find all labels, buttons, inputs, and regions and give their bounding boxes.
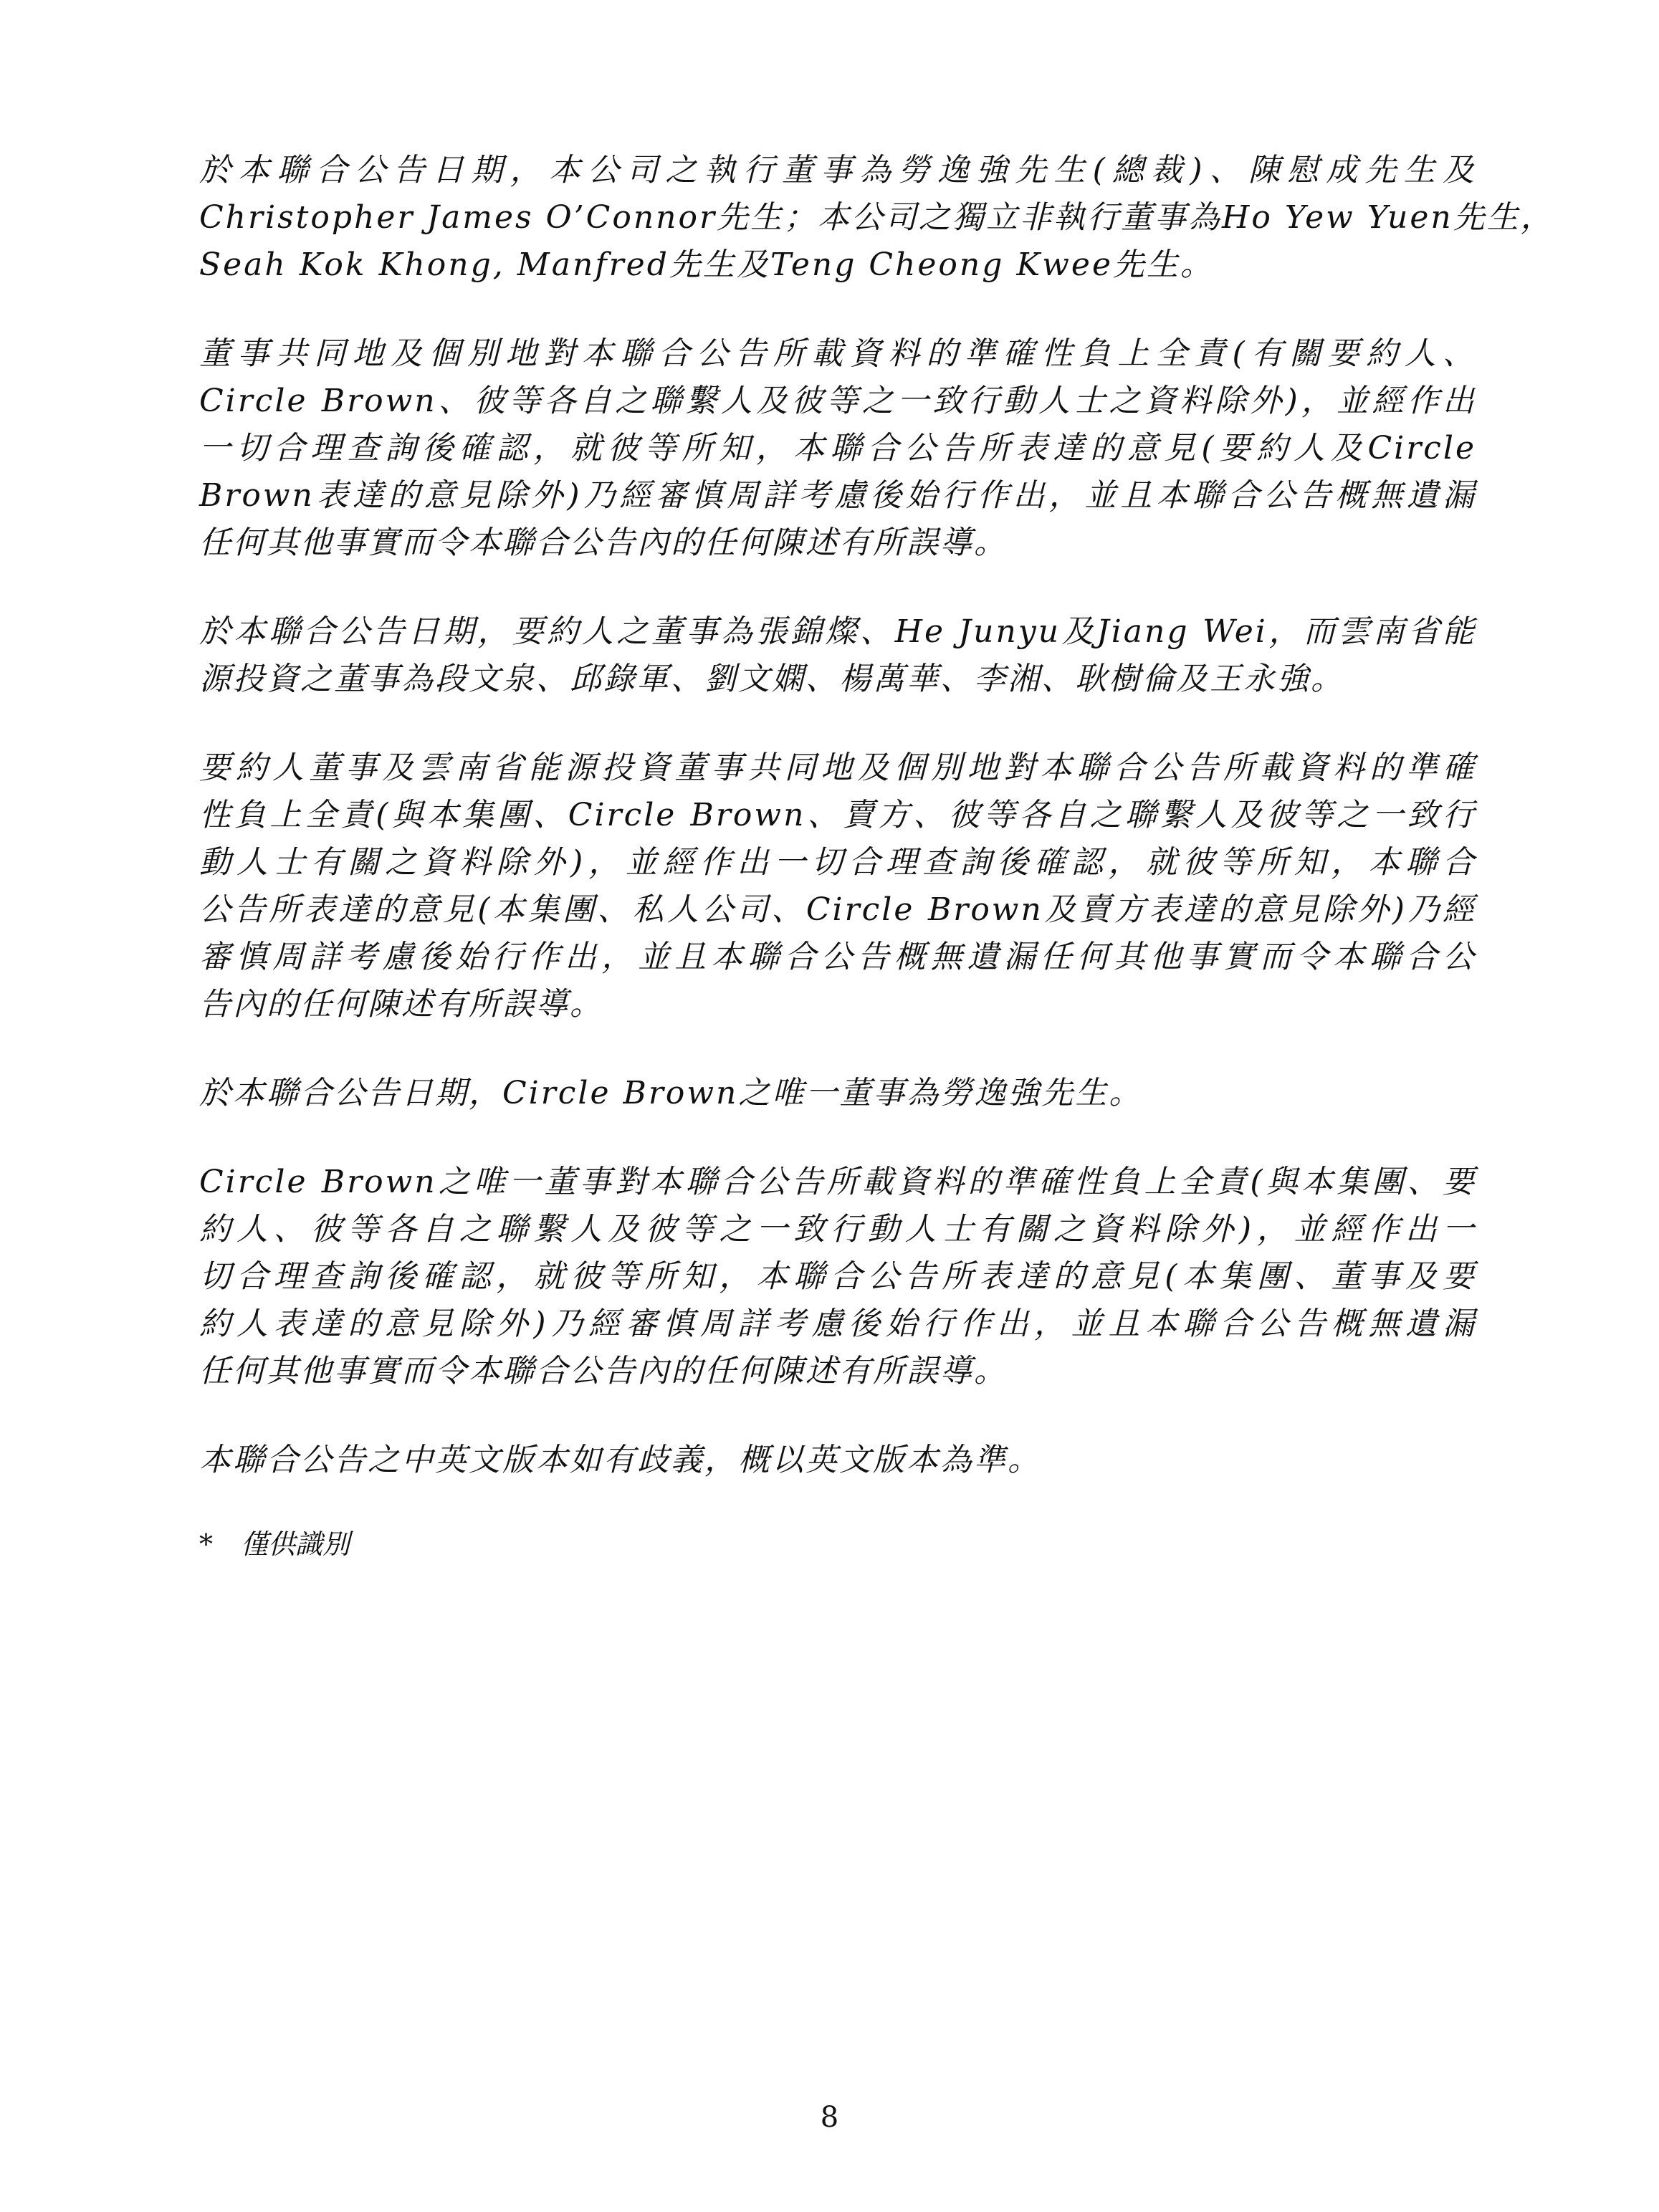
- text-line: 任何其他事實而令本聯合公告內的任何陳述有所誤導。: [199, 1353, 1008, 1389]
- text-line: 要約人董事及雲南省能源投資董事共同地及個別地對本聯合公告所載資料的準確: [199, 750, 1476, 786]
- text-line: 公告所表達的意見(本集團、私人公司、Circle Brown及賣方表達的意見除外)乃經: [199, 891, 1476, 928]
- text-line: 源投資之董事為段文泉、邱錄軍、劉文嫻、楊萬華、李湘、耿樹倫及王永強。: [199, 661, 1344, 697]
- paragraph-circle-brown-director: [199, 1070, 1476, 1117]
- text-line: 一切合理查詢後確認，就彼等所知，本聯合公告所表達的意見(要約人及Circle: [199, 430, 1476, 466]
- text-line: 動人士有關之資料除外)，並經作出一切合理查詢後確認，就彼等所知，本聯合: [199, 844, 1476, 881]
- text-line: Circle Brown、彼等各自之聯繫人及彼等之一致行動人士之資料除外)，並經作出: [199, 383, 1476, 419]
- text-line: 董事共同地及個別地對本聯合公告所載資料的準確性負上全責(有關要約人、: [199, 335, 1476, 372]
- footnote-marker: *: [199, 1528, 213, 1560]
- text-line: 於本聯合公告日期，要約人之董事為張錦燦、He Junyu及Jiang Wei，而雲南省能: [199, 613, 1476, 650]
- paragraph-circle-brown-responsibility: [199, 1159, 1476, 1395]
- paragraph-offeror-responsibility: [199, 744, 1476, 1028]
- page-number: 8: [820, 2101, 839, 2134]
- text-line: Seah Kok Khong, Manfred先生及Teng Cheong Kwee先生。: [199, 246, 1214, 283]
- footnote: [199, 1526, 1476, 1563]
- paragraph-language-version: [199, 1437, 1476, 1484]
- text-line: 本聯合公告之中英文版本如有歧義，概以英文版本為準。: [199, 1442, 1041, 1478]
- text-line: 約人表達的意見除外)乃經審慎周詳考慮後始行作出，並且本聯合公告概無遺漏: [199, 1306, 1476, 1342]
- text-line: 告內的任何陳述有所誤導。: [199, 986, 603, 1023]
- paragraph-company-directors: [199, 147, 1554, 289]
- footnote-text: 僅供識別: [241, 1528, 350, 1560]
- text-line: 於本聯合公告日期，Circle Brown之唯一董事為勞逸強先生。: [199, 1075, 1143, 1111]
- text-line: Brown表達的意見除外)乃經審慎周詳考慮後始行作出，並且本聯合公告概無遺漏: [199, 477, 1476, 514]
- text-line: 約人、彼等各自之聯繫人及彼等之一致行動人士有關之資料除外)，並經作出一: [199, 1211, 1476, 1248]
- paragraph-directors-responsibility: [199, 330, 1476, 567]
- text-line: 任何其他事實而令本聯合公告內的任何陳述有所誤導。: [199, 525, 1008, 561]
- text-line: 切合理查詢後確認，就彼等所知，本聯合公告所表達的意見(本集團、董事及要: [199, 1258, 1476, 1295]
- text-line: Circle Brown之唯一董事對本聯合公告所載資料的準確性負上全責(與本集團、要: [199, 1164, 1476, 1200]
- text-line: 性負上全責(與本集團、Circle Brown、賣方、彼等各自之聯繫人及彼等之一致行: [199, 797, 1476, 833]
- text-line: 於本聯合公告日期，本公司之執行董事為勞逸強先生(總裁)、陳慰成先生及: [199, 152, 1476, 188]
- text-line: Christopher James O’Connor先生；本公司之獨立非執行董事為Ho Yew Yuen先生，: [199, 199, 1554, 236]
- document-body: [199, 147, 1554, 1563]
- text-line: 審慎周詳考慮後始行作出，並且本聯合公告概無遺漏任何其他事實而令本聯合公: [199, 939, 1476, 975]
- paragraph-offeror-directors: [199, 608, 1476, 703]
